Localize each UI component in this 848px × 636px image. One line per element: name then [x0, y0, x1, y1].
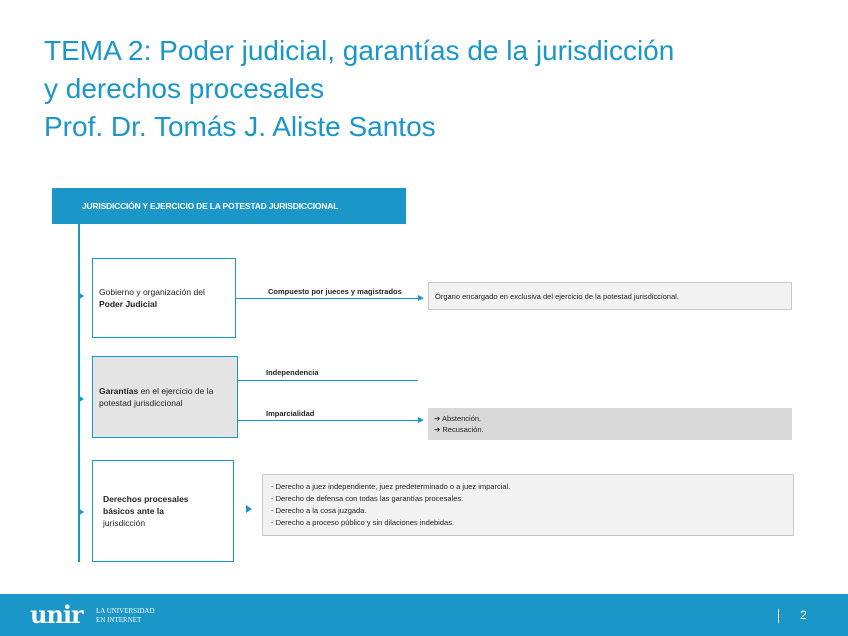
link-label-compuesto: Compuesto por jueces y magistrados: [268, 287, 402, 296]
link-label-independencia: Independencia: [266, 368, 319, 377]
box-gobierno: [92, 258, 236, 338]
footer-separator: [778, 609, 779, 623]
box-derechos-line-1: Derechos procesales: [103, 494, 189, 504]
link-label-imparcialidad: Imparcialidad: [266, 409, 315, 418]
logo-subtitle-line-2: EN INTERNET: [96, 616, 142, 624]
box-garantias-bold: Garantías: [99, 386, 139, 396]
box-derechos-line-2: básicos ante la: [103, 506, 164, 516]
list-item: - Derecho a juez independiente, juez predeterminado o a juez imparcial.: [271, 482, 511, 491]
pointer-icon: [78, 508, 84, 516]
title-line-3: Prof. Dr. Tomás J. Aliste Santos: [44, 111, 436, 142]
connector-line: [238, 380, 418, 381]
result-organo: Órgano encargado en exclusiva del ejercicio de la potestad jurisdiccional.: [428, 282, 792, 310]
arrow-icon: [246, 505, 252, 513]
title-line-2: y derechos procesales: [44, 73, 325, 104]
pointer-icon: [78, 292, 84, 300]
title-line-1: TEMA 2: Poder judicial, garantías de la jurisdicción: [44, 35, 675, 66]
result-garantias: [428, 408, 792, 440]
list-item: - Derecho a la cosa juzgada.: [271, 506, 367, 515]
box-gobierno-text: Gobierno y organización del: [99, 287, 205, 297]
box-garantias-text-2: potestad jurisdiccional: [99, 398, 183, 408]
pointer-icon: [78, 395, 84, 403]
slide-title: [44, 32, 834, 146]
unir-logo: unir: [30, 600, 83, 629]
box-garantias-text-1: en el ejercicio de la: [138, 386, 214, 396]
result-recusacion: ➔ Recusación.: [434, 425, 484, 434]
box-garantias: [92, 356, 238, 438]
arrow-icon: [418, 417, 424, 423]
box-gobierno-bold: Poder Judicial: [99, 299, 158, 309]
diagram-header: JURISDICCIÓN Y EJERCICIO DE LA POTESTAD JURISDICCIONAL: [52, 188, 406, 224]
logo-subtitle: [96, 607, 155, 625]
list-item: - Derecho a proceso público y sin dilaciones indebidas.: [271, 518, 455, 527]
result-abstencion: ➔ Abstención.: [434, 414, 482, 423]
arrow-icon: [418, 295, 424, 301]
box-derechos: [92, 460, 234, 562]
box-derechos-line-3: jurisdicción: [103, 518, 146, 528]
list-item: - Derecho de defensa con todas las garantías procesales.: [271, 494, 464, 503]
connector-line: [238, 420, 418, 421]
result-derechos-list: [262, 474, 794, 536]
logo-subtitle-line-1: LA UNIVERSIDAD: [96, 607, 155, 615]
page-number: 2: [800, 608, 807, 622]
connector-line: [236, 298, 418, 299]
